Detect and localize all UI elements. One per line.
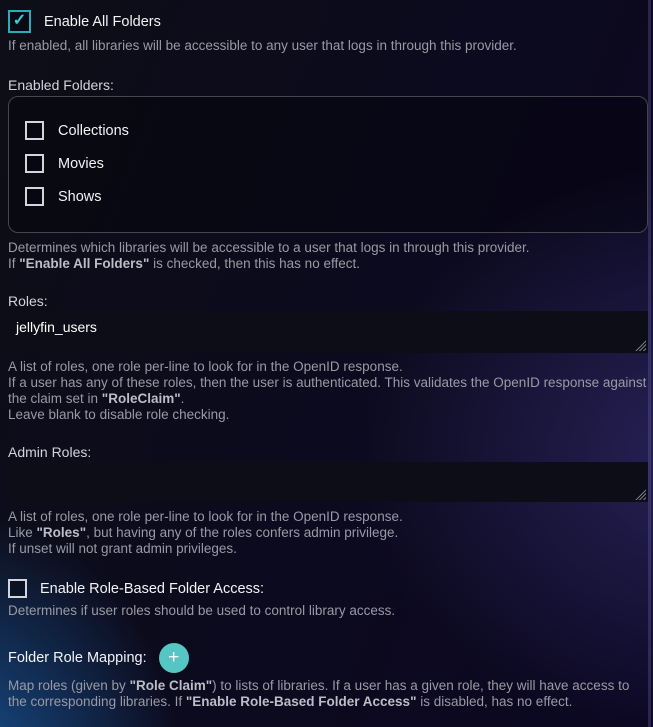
roles-description [8, 359, 648, 423]
enabled-folders-box [8, 96, 648, 233]
folder-role-mapping-row [8, 643, 648, 673]
role-based-folder-access-row [8, 579, 648, 598]
folder-row-collections [25, 121, 633, 140]
admin-roles-description [8, 509, 648, 557]
enabled-folders-description [8, 240, 648, 272]
folder-label-collections[interactable]: Collections [58, 122, 129, 139]
description-line: A list of roles, one role per-line to look for in the OpenID response. [8, 509, 403, 524]
scrollbar-track[interactable] [648, 0, 651, 727]
add-folder-role-mapping-button[interactable] [159, 643, 189, 673]
folder-label-shows[interactable]: Shows [58, 188, 102, 205]
folder-role-mapping-description [8, 678, 648, 710]
enable-all-folders-label[interactable]: Enable All Folders [44, 13, 161, 30]
description-line: A list of roles, one role per-line to look for in the OpenID response. [8, 359, 403, 374]
roles-textarea[interactable] [8, 311, 648, 353]
admin-roles-label: Admin Roles: [8, 444, 92, 460]
description-line: Leave blank to disable role checking. [8, 407, 230, 422]
enable-role-based-folder-access-checkbox[interactable] [8, 579, 27, 598]
folder-checkbox-collections[interactable] [25, 121, 44, 140]
description-line: Like "Roles", but having any of the roles confers admin privilege. [8, 525, 399, 540]
folder-role-mapping-label: Folder Role Mapping: [8, 650, 147, 666]
folder-checkbox-shows[interactable] [25, 187, 44, 206]
description-line: Determines which libraries will be accessible to a user that logs in through this provider. [8, 240, 530, 255]
description-line: If unset will not grant admin privileges. [8, 541, 237, 556]
enable-all-folders-row [8, 10, 648, 33]
plus-icon: + [168, 646, 180, 668]
roles-label: Roles: [8, 293, 48, 309]
folder-row-movies [25, 154, 633, 173]
enable-all-folders-checkbox[interactable] [8, 10, 31, 33]
admin-roles-textarea-wrap [8, 462, 648, 502]
admin-roles-textarea[interactable] [8, 462, 648, 502]
description-line: If a user has any of these roles, then the user is authenticated. This validates the OpenID response against the claim set in "RoleClaim". [8, 375, 647, 406]
folder-row-shows [25, 187, 633, 206]
folder-label-movies[interactable]: Movies [58, 155, 104, 172]
enabled-folders-label: Enabled Folders: [8, 77, 114, 93]
description-line: If "Enable All Folders" is checked, then this has no effect. [8, 256, 360, 271]
folder-checkbox-movies[interactable] [25, 154, 44, 173]
roles-textarea-wrap [8, 311, 648, 353]
checkmark-icon: ✓ [12, 11, 27, 29]
description-line: Map roles (given by "Role Claim") to lists of libraries. If a user has a given role, they will have access to the corresponding libraries. If "Enable Role-Based Folder Access" is disabled, has no effect. [8, 678, 630, 709]
enable-all-folders-description: If enabled, all libraries will be accessible to any user that logs in through this provider. [8, 38, 517, 53]
role-based-folder-access-description: Determines if user roles should be used to control library access. [8, 603, 396, 618]
enable-role-based-folder-access-label[interactable]: Enable Role-Based Folder Access: [40, 580, 265, 597]
